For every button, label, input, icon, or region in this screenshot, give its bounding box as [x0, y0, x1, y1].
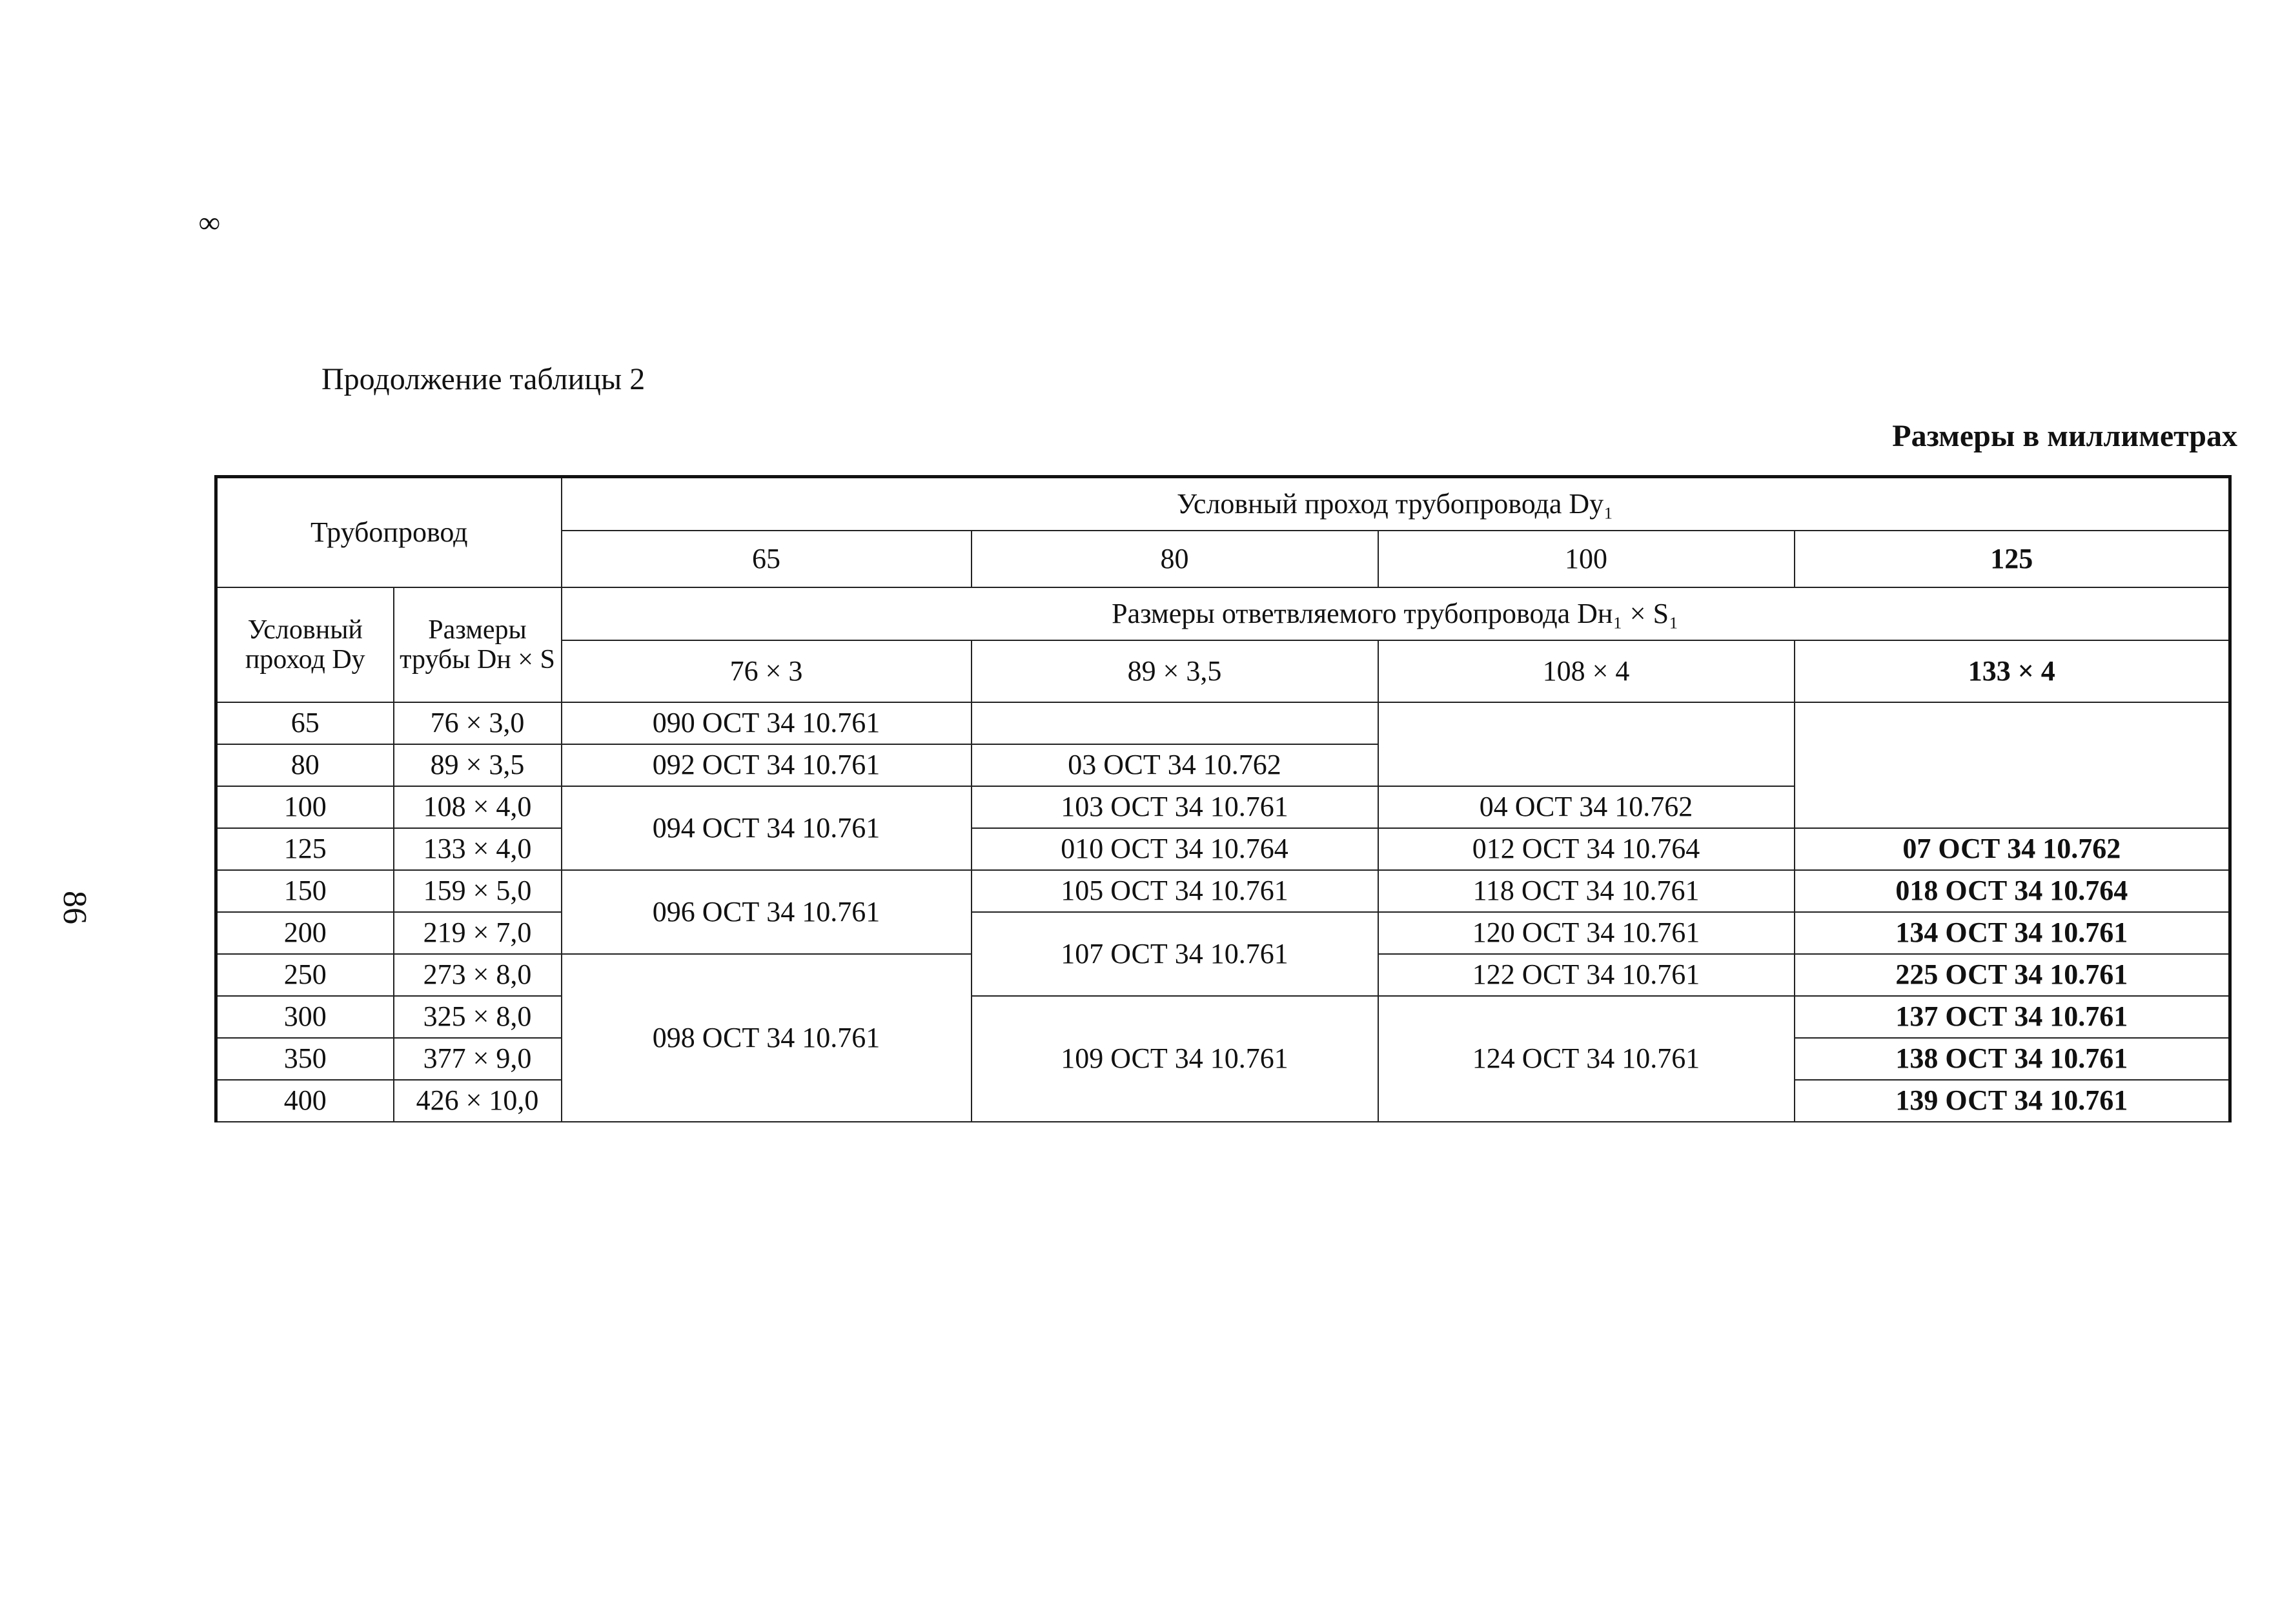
pipe-size-cell: 108 × 4,0	[394, 786, 562, 828]
pipe-size-cell: 133 × 4,0	[394, 828, 562, 870]
fitting-cell: 07 ОСТ 34 10.762	[1795, 828, 2230, 870]
side-page-number: 86	[56, 891, 93, 924]
nominal-100: 100	[1378, 531, 1795, 587]
dy-cell: 125	[216, 828, 394, 870]
branch-size-133: 133 × 4	[1795, 640, 2230, 702]
table-row	[216, 996, 2230, 1038]
fitting-cell: 120 ОСТ 34 10.761	[1378, 912, 1795, 954]
nominal-80: 80	[972, 531, 1378, 587]
fitting-cell: 109 ОСТ 34 10.761	[972, 996, 1378, 1122]
table-row	[216, 828, 2230, 870]
fitting-cell: 122 ОСТ 34 10.761	[1378, 954, 1795, 996]
fitting-cell: 134 ОСТ 34 10.761	[1795, 912, 2230, 954]
dy-cell: 80	[216, 744, 394, 786]
dy-cell: 400	[216, 1080, 394, 1122]
fitting-cell: 092 ОСТ 34 10.761	[562, 744, 972, 786]
fitting-cell: 137 ОСТ 34 10.761	[1795, 996, 2230, 1038]
nominal-bore-header: Условный проход трубопровода Dy₁	[562, 477, 2230, 531]
fitting-cell: 107 ОСТ 34 10.761	[972, 912, 1378, 996]
dy-cell: 100	[216, 786, 394, 828]
col-size-header: Размеры трубы Dн × S	[394, 587, 562, 702]
branch-size-89: 89 × 3,5	[972, 640, 1378, 702]
pipe-size-cell: 159 × 5,0	[394, 870, 562, 912]
fitting-cell: 105 ОСТ 34 10.761	[972, 870, 1378, 912]
dy-cell: 150	[216, 870, 394, 912]
fitting-cell: 090 ОСТ 34 10.761	[562, 702, 972, 744]
col-dy-header: Условный проход Dy	[216, 587, 394, 702]
pipe-size-cell: 89 × 3,5	[394, 744, 562, 786]
fitting-cell: 138 ОСТ 34 10.761	[1795, 1038, 2230, 1080]
fitting-cell: 139 ОСТ 34 10.761	[1795, 1080, 2230, 1122]
empty-cell	[1795, 702, 2230, 828]
pipeline-header: Трубопровод	[216, 477, 562, 588]
fitting-cell: 018 ОСТ 34 10.764	[1795, 870, 2230, 912]
fitting-cell: 010 ОСТ 34 10.764	[972, 828, 1378, 870]
fittings-table	[214, 475, 2232, 1122]
pipe-size-cell: 219 × 7,0	[394, 912, 562, 954]
pipe-size-cell: 273 × 8,0	[394, 954, 562, 996]
table-row	[216, 702, 2230, 744]
table-continuation-title: Продолжение таблицы 2	[321, 362, 646, 396]
branch-size-header: Размеры ответвляемого трубопровода Dн₁ × S₁	[562, 587, 2230, 640]
pipe-size-cell: 377 × 9,0	[394, 1038, 562, 1080]
dy-cell: 300	[216, 996, 394, 1038]
pipe-size-cell: 325 × 8,0	[394, 996, 562, 1038]
branch-size-76: 76 × 3	[562, 640, 972, 702]
branch-size-108: 108 × 4	[1378, 640, 1795, 702]
fitting-cell: 118 ОСТ 34 10.761	[1378, 870, 1795, 912]
table-row	[216, 870, 2230, 912]
fitting-cell: 03 ОСТ 34 10.762	[972, 744, 1378, 786]
table-row	[216, 912, 2230, 954]
pipe-size-cell: 426 × 10,0	[394, 1080, 562, 1122]
fitting-cell: 094 ОСТ 34 10.761	[562, 786, 972, 870]
fitting-cell: 098 ОСТ 34 10.761	[562, 954, 972, 1122]
empty-cell	[972, 702, 1378, 744]
pipe-size-cell: 76 × 3,0	[394, 702, 562, 744]
fitting-cell: 124 ОСТ 34 10.761	[1378, 996, 1795, 1122]
units-note: Размеры в миллиметрах	[1892, 419, 2237, 453]
fitting-cell: 225 ОСТ 34 10.761	[1795, 954, 2230, 996]
dy-cell: 350	[216, 1038, 394, 1080]
page-mark: ∞	[199, 206, 220, 239]
fitting-cell: 096 ОСТ 34 10.761	[562, 870, 972, 954]
fitting-cell: 012 ОСТ 34 10.764	[1378, 828, 1795, 870]
fitting-cell: 103 ОСТ 34 10.761	[972, 786, 1378, 828]
empty-cell	[1378, 702, 1795, 786]
dy-cell: 65	[216, 702, 394, 744]
nominal-125: 125	[1795, 531, 2230, 587]
dy-cell: 200	[216, 912, 394, 954]
dy-cell: 250	[216, 954, 394, 996]
fitting-cell: 04 ОСТ 34 10.762	[1378, 786, 1795, 828]
nominal-65: 65	[562, 531, 972, 587]
